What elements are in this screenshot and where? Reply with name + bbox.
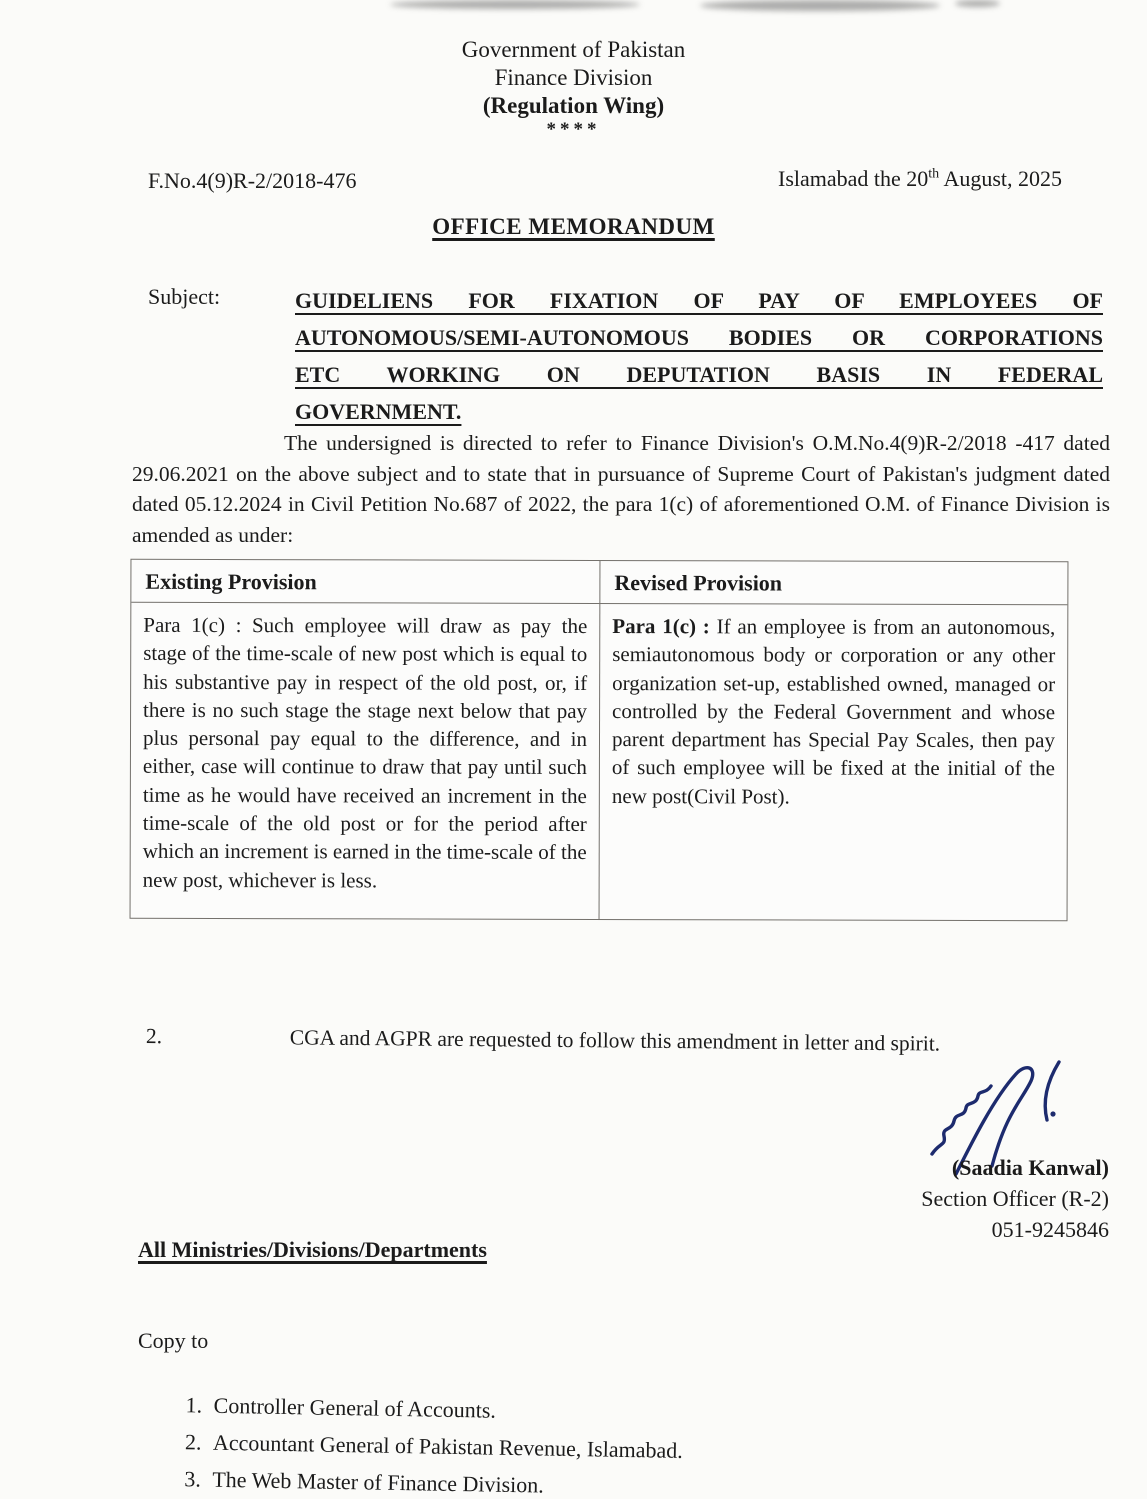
copy-to-item-3: 3. The Web Master of Finance Division. xyxy=(206,1461,682,1499)
letterhead-separator: **** xyxy=(546,119,601,140)
subject-text xyxy=(295,282,1103,430)
signatory-phone: 051-9245846 xyxy=(991,1217,1109,1242)
letterhead-line1: Government of Pakistan xyxy=(461,37,686,62)
date-superscript: th xyxy=(928,166,940,182)
doc-title xyxy=(0,214,1147,240)
subject-line-3: ETC WORKING ON DEPUTATION BASIS IN FEDERAL xyxy=(295,362,1103,387)
date-suffix: August, 2025 xyxy=(939,166,1063,191)
paragraph-2 xyxy=(0,1023,1147,1056)
body-paragraph: The undersigned is directed to refer to Finance Division's O.M.No.4(9)R-2/2018 -417 dated 29.06.2021 on the above subject and to state that in pursuance of Supreme Court of Pakistan's judgment dated dated 05.12.2024 in Civil Petition No.687 of 2022, the para 1(c) of aforementioned O.M. of Finance Division is amended as under: xyxy=(132,431,1110,547)
provisions-table xyxy=(130,559,1069,921)
subject-label: Subject: xyxy=(148,284,221,309)
table-header-revised: Revised Provision xyxy=(599,561,1067,604)
copy-to-item-1: 1. Controller General of Accounts. xyxy=(207,1387,683,1432)
subject-line-4: GOVERNMENT. xyxy=(295,399,462,424)
paragraph-2-text: CGA and AGPR are requested to follow this amendment in letter and spirit. xyxy=(289,1025,941,1056)
doc-title-text: OFFICE MEMORANDUM xyxy=(432,214,715,239)
date-prefix: Islamabad the 20 xyxy=(778,166,929,191)
copy-to-item-2: 2. Accountant General of Pakistan Revenue, Islamabad. xyxy=(207,1424,683,1469)
table-cell-revised-provision xyxy=(599,604,1068,920)
date-line xyxy=(778,166,1062,192)
signatory-name: (Saadia Kanwal) xyxy=(951,1155,1109,1180)
copy-to-list xyxy=(168,1386,684,1499)
signatory-designation: Section Officer (R-2) xyxy=(921,1186,1109,1211)
letterhead-line3: (Regulation Wing) xyxy=(482,93,665,118)
scan-artifact xyxy=(955,0,1000,7)
scan-artifact xyxy=(390,0,640,9)
table-row xyxy=(131,603,1068,920)
revised-provision-lead: Para 1(c) : xyxy=(612,614,710,639)
signatory-block xyxy=(921,1152,1109,1245)
table-header-row xyxy=(131,560,1067,605)
reference-number: F.No.4(9)R-2/2018-476 xyxy=(148,168,357,193)
letterhead-line2: Finance Division xyxy=(494,65,653,90)
subject-line-2: AUTONOMOUS/SEMI-AUTONOMOUS BODIES OR CORPORATIONS xyxy=(295,325,1103,350)
table-cell-existing-provision: Para 1(c) : Such employee will draw as pay the stage of the time-scale of new post which is equal to his substantive pay in respect of the old post, or, if there is no such stage the stage next below that pay plus personal pay equal to the difference, and in either, case will continue to draw that pay until such time as he would have received an increment in the time-scale of the old post or for the period after which an increment is earned in the time-scale of the new post, whichever is less. xyxy=(142,612,588,893)
letterhead xyxy=(0,36,1147,140)
revised-provision-text: If an employee is from an autonomous, semiautonomous body or corporation or any other organization set-up, established owned, managed or controlled by the Federal Government and whose parent department has Special Pay Scales, then pay of such employee will be fixed at the initial of the new post(Civil Post). xyxy=(611,614,1056,809)
scan-artifact xyxy=(700,0,940,11)
addressee: All Ministries/Divisions/Departments xyxy=(138,1237,487,1262)
copy-to-label: Copy to xyxy=(138,1328,209,1353)
subject-line-1: GUIDELIENS FOR FIXATION OF PAY OF EMPLOYEES OF xyxy=(295,288,1103,313)
paragraph-2-number: 2. xyxy=(145,1023,163,1049)
table-header-existing: Existing Provision xyxy=(145,568,317,595)
